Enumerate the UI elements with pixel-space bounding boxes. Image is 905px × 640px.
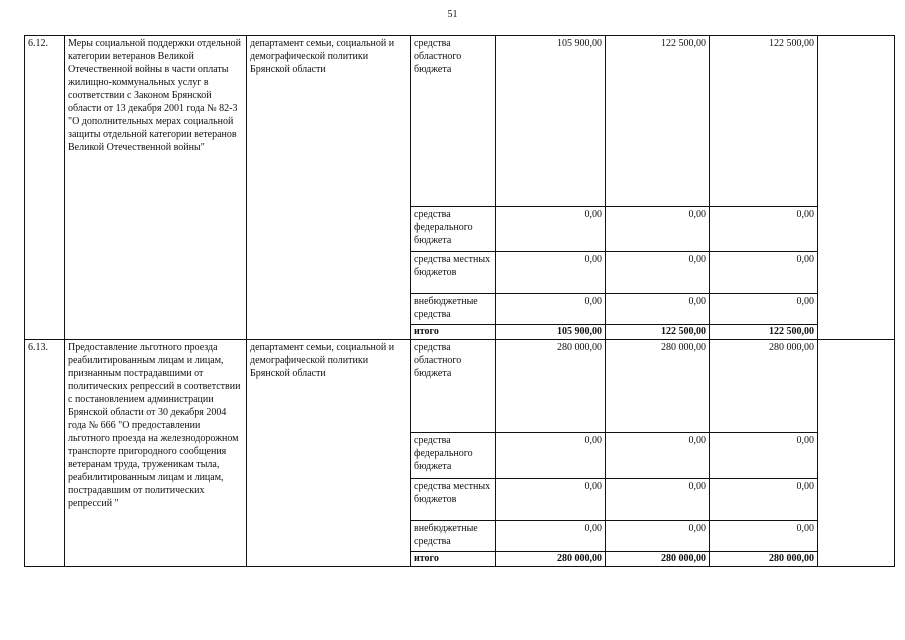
value-year-2: 0,00 [606,479,710,521]
table-row [25,36,895,207]
source-label: средства федерального бюджета [411,433,496,479]
value-year-1: 0,00 [496,479,606,521]
value-year-1: 105 900,00 [496,36,606,207]
value-year-1: 280 000,00 [496,340,606,433]
value-year-3: 0,00 [710,433,818,479]
value-year-3: 0,00 [710,479,818,521]
value-year-3: 122 500,00 [710,36,818,207]
total-year-1: 105 900,00 [496,325,606,340]
value-year-2: 0,00 [606,252,710,294]
budget-table [24,35,895,567]
source-label: средства областного бюджета [411,340,496,433]
value-year-1: 0,00 [496,207,606,252]
value-year-2: 0,00 [606,433,710,479]
measure-name: Меры социальной поддержки отдельной категории ветеранов Великой Отечественной войны в части оплаты жилищно-коммунальных услуг в соответствии с Законом Брянской области от 13 декабря 2001 года № 82-3 "О дополнительных мерах социальной защиты отдельной категории ветеранов Великой Отечественной войны" [65,36,247,340]
total-year-3: 280 000,00 [710,552,818,567]
empty-cell [818,36,895,340]
value-year-3: 0,00 [710,521,818,552]
row-number: 6.12. [25,36,65,340]
value-year-3: 0,00 [710,294,818,325]
source-label: внебюджетные средства [411,294,496,325]
total-year-3: 122 500,00 [710,325,818,340]
source-label: средства федерального бюджета [411,207,496,252]
executor: департамент семьи, социальной и демографической политики Брянской области [247,340,411,567]
value-year-2: 280 000,00 [606,340,710,433]
measure-name: Предоставление льготного проезда реабилитированным лицам и лицам, признанным пострадавшими от политических репрессий в соответствии с постановлением администрации Брянской области от 30 декабря 2004 года № 666 "О предоставлении льготного проезда на железнодорожном транспорте пригородного сообщения ветеранам труда, труженикам тыла, реабилитированным лицам и лицам, пострадавшим от политических репрессий " [65,340,247,567]
executor: департамент семьи, социальной и демографической политики Брянской области [247,36,411,340]
value-year-3: 280 000,00 [710,340,818,433]
value-year-2: 0,00 [606,294,710,325]
row-number: 6.13. [25,340,65,567]
value-year-1: 0,00 [496,294,606,325]
source-label: внебюджетные средства [411,521,496,552]
value-year-3: 0,00 [710,207,818,252]
value-year-1: 0,00 [496,252,606,294]
total-year-2: 122 500,00 [606,325,710,340]
source-label: средства местных бюджетов [411,479,496,521]
total-year-1: 280 000,00 [496,552,606,567]
value-year-1: 0,00 [496,433,606,479]
value-year-2: 0,00 [606,521,710,552]
page-number: 51 [447,9,458,20]
source-label: средства местных бюджетов [411,252,496,294]
total-label: итого [411,552,496,567]
total-label: итого [411,325,496,340]
table-row [25,340,895,433]
value-year-1: 0,00 [496,521,606,552]
source-label: средства областного бюджета [411,36,496,207]
total-year-2: 280 000,00 [606,552,710,567]
value-year-2: 122 500,00 [606,36,710,207]
empty-cell [818,340,895,567]
value-year-2: 0,00 [606,207,710,252]
value-year-3: 0,00 [710,252,818,294]
